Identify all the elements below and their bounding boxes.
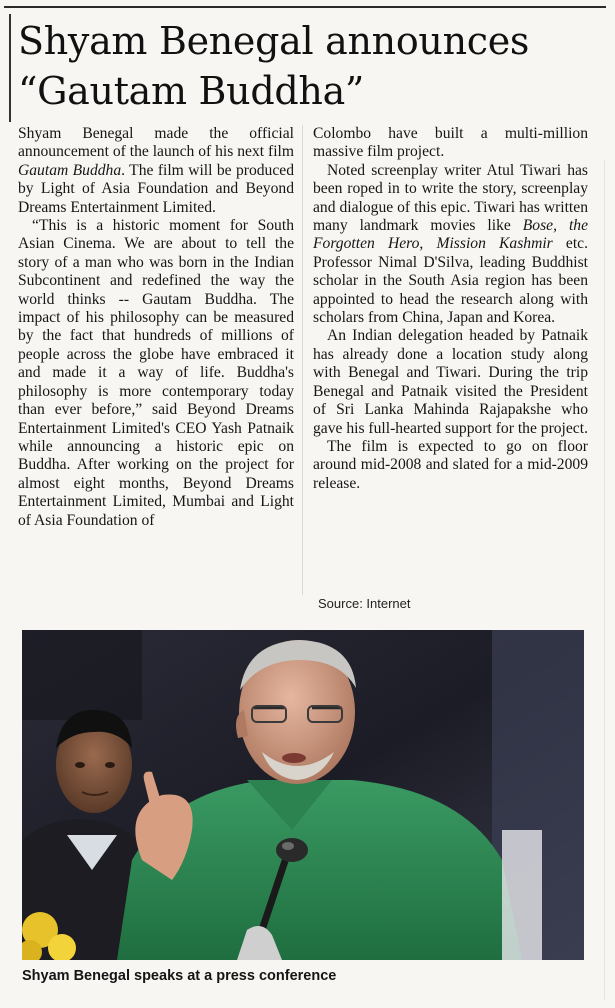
top-rule xyxy=(4,6,606,8)
screenplay-text-middle: , xyxy=(419,235,437,253)
photo-caption: Shyam Benegal speaks at a press conference xyxy=(22,968,337,984)
screenplay-text-before: Noted screenplay writer Atul Tiwari has been roped in to write the story, screenplay and dialogue of this epic. Tiwari has written many landmark movies like xyxy=(313,161,588,235)
paragraph-release: The film is expected to go on floor around mid-2008 and slated for a mid-2009 release. xyxy=(313,437,588,492)
photo-illustration xyxy=(22,630,584,960)
paragraph-quote: “This is a historic moment for South Asian Cinema. We are about to tell the story of a man who was born in the Indian Subcontinent and redefined the way the world thinks -- Gautam Buddha. The impact of his philosophy can be measured by the fact that hundreds of millions of people across the globe have embraced it and made it a way of life. Buddha's philosophy is more contemporary today than ever before,” said Beyond Dreams Entertainment Limited's CEO Yash Patnaik while announcing a historic epic on Buddha. After working on the project for almost eight months, Beyond Dreams Entertainment Limited, Mumbai and Light of Asia Foundation of xyxy=(18,217,294,529)
column-divider xyxy=(302,125,303,595)
screenplay-text-after: etc. Professor Nimal D'Silva, leading Buddhist scholar in the South Asia region has been appointed to head the research along with scholars from China, Japan and Korea. xyxy=(313,235,588,327)
movie-title-bose: Bose, the Forgotten Hero xyxy=(313,217,588,253)
paragraph-delegation: An Indian delegation headed by Patnaik has already done a location study along with Benegal and Tiwari. During the trip Benegal and Patnaik visited the President of Sri Lanka Mahinda Rajapakshe who gave his full-hearted support for the project. xyxy=(313,327,588,437)
film-title: Gautam Buddha xyxy=(18,161,122,179)
article-column-left xyxy=(18,125,294,530)
right-edge-rule xyxy=(604,160,605,1000)
source-credit: Source: Internet xyxy=(318,596,411,611)
intro-text-after: . The film will be produced by Light of Asia Foundation and Beyond Dreams Entertainment Limited. xyxy=(18,161,294,216)
paragraph-continuation: Colombo have built a multi-million massive film project. xyxy=(313,125,588,161)
paragraph-screenplay xyxy=(313,162,588,328)
headline-line-1: Shyam Benegal announces xyxy=(18,19,530,63)
headline-side-bar xyxy=(9,14,11,122)
intro-text-before: Shyam Benegal made the official announcement of the launch of his next film xyxy=(18,125,294,161)
headline-line-2: “Gautam Buddha” xyxy=(18,69,365,113)
article-column-right xyxy=(313,125,588,493)
paragraph-intro xyxy=(18,125,294,217)
headline xyxy=(18,16,603,116)
press-conference-photo xyxy=(22,630,584,960)
movie-title-mission-kashmir: Mission Kashmir xyxy=(436,235,553,253)
